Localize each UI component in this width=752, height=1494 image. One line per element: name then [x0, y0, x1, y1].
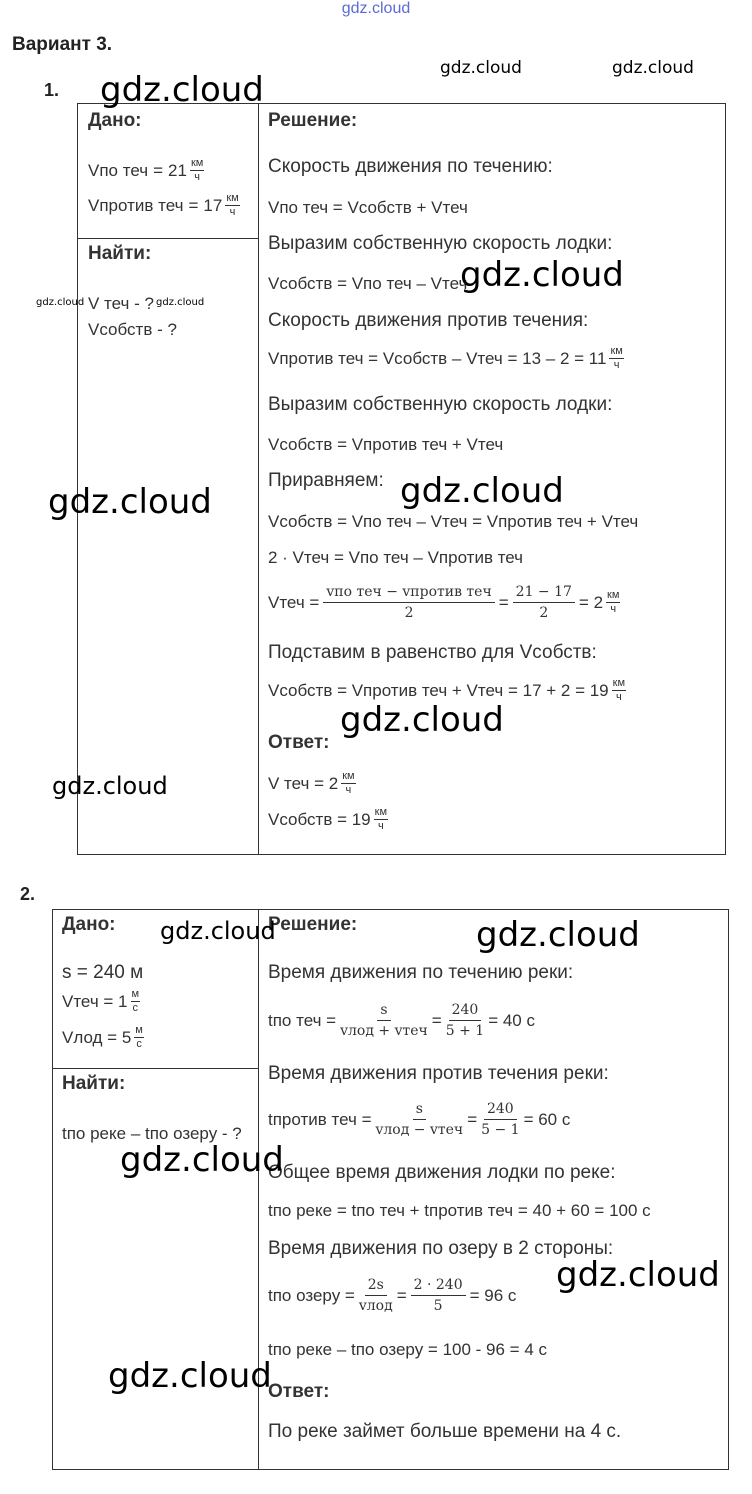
problem-1-answer-heading: Ответ:	[268, 732, 330, 753]
given-label: Vпротив теч	[88, 195, 184, 215]
p1-sol-line-1: Скорость движения по течению:	[268, 156, 553, 177]
watermark: gdz.cloud	[120, 1140, 284, 1180]
problem-1-number: 1.	[44, 80, 60, 100]
p2-sol-line-2: tпо теч = $\frac{s}{\text{vлод + vтеч}}$ = $\frac{240}{5 + 1}$ = 40 с	[268, 1002, 535, 1039]
problem-1-solution-heading: Решение:	[268, 110, 358, 131]
problem-2-given-heading: Дано:	[62, 914, 116, 935]
p2-sol-line-1: Время движения по течению реки:	[268, 962, 574, 983]
watermark: gdz.cloud	[460, 255, 624, 295]
p1-sol-line-11: 2 · Vтеч = Vпо теч – Vпротив теч	[268, 548, 524, 567]
problem-1-find-line-2: Vсобств - ?	[88, 320, 177, 339]
problem-2-solution-heading: Решение:	[268, 914, 358, 935]
problem-2-answer-heading: Ответ:	[268, 1381, 330, 1402]
watermark: gdz.cloud	[440, 58, 522, 78]
problem-1-given-divider	[77, 238, 258, 239]
fraction: $\frac{2s}{\text{vлод}}$	[358, 1277, 393, 1314]
unit-fraction: км ч	[190, 157, 204, 183]
fraction: $\frac{240}{5 + 1}$	[445, 1002, 485, 1039]
watermark: gdz.cloud	[340, 700, 504, 740]
watermark: gdz.cloud	[556, 1255, 720, 1295]
unit-fraction: км ч	[342, 770, 355, 796]
p1-sol-line-4: Vсобств = Vпо теч – Vтеч	[268, 274, 468, 293]
unit-fraction: км ч	[374, 806, 388, 832]
watermark: gdz.cloud	[108, 1356, 272, 1396]
p1-sol-line-5: Скорость движения против течения:	[268, 310, 589, 331]
problem-1-given-heading: Дано:	[88, 110, 142, 131]
problem-2-given-s: s = 240 м	[62, 962, 144, 983]
given-value: 17	[203, 195, 223, 215]
given-value: 21	[168, 160, 187, 180]
watermark: gdz.cloud	[156, 297, 205, 308]
watermark: gdz.cloud	[100, 70, 264, 110]
problem-2-find-line-1: tпо реке – tпо озеру - ?	[62, 1124, 242, 1143]
problem-1-find-heading: Найти:	[88, 243, 152, 264]
p1-sol-line-6: Vпротив теч = Vсобств – Vтеч = 13 – 2 = 11 км ч	[268, 345, 623, 371]
unit-fraction: м с	[135, 1024, 143, 1050]
p1-sol-line-12: Vтеч = $\frac{\text{vпо теч − vпротив теч}}{2}$ = $\frac{21 - 17}{2}$ = 2 км ч	[268, 584, 620, 621]
fraction: $\frac{s}{\text{vлод − vтеч}}$	[375, 1101, 464, 1138]
top-watermark: gdz.cloud	[341, 0, 411, 17]
problem-2-find-heading: Найти:	[62, 1073, 126, 1094]
p1-answer-line-1: V теч = 2 км ч	[268, 770, 355, 796]
p2-sol-line-5: Общее время движения лодки по реке:	[268, 1162, 616, 1183]
fraction: $\frac{240}{5 - 1}$	[481, 1101, 520, 1138]
fraction: $\frac{2 \cdot 240}{5}$	[411, 1275, 466, 1316]
p1-sol-line-13: Подставим в равенство для Vсобств:	[268, 642, 597, 663]
p1-sol-line-7: Выразим собственную скорость лодки:	[268, 394, 613, 415]
unit-fraction: м с	[131, 988, 140, 1014]
fraction: $\frac{\text{vпо теч − vпротив теч}}{2}$	[323, 582, 494, 623]
fraction: $\frac{s}{\text{vлод + vтеч}}$	[340, 1002, 428, 1039]
problem-1-given-v-down: Vпо теч = 21 км ч	[88, 157, 204, 183]
p1-sol-line-3: Выразим собственную скорость лодки:	[268, 233, 613, 254]
fraction: $\frac{21 - 17}{2}$	[513, 582, 575, 623]
unit-fraction: км ч	[610, 345, 623, 371]
watermark: gdz.cloud	[612, 58, 694, 78]
problem-1-given-v-up: Vпротив теч = 17 км ч	[88, 192, 239, 218]
p2-sol-line-7: Время движения по озеру в 2 стороны:	[268, 1238, 614, 1259]
p1-sol-line-10: Vсобств = Vпо теч – Vтеч = Vпротив теч + Vтеч	[268, 512, 639, 531]
watermark: gdz.cloud	[52, 772, 168, 800]
p2-sol-line-9: tпо реке – tпо озеру = 100 - 96 = 4 с	[268, 1340, 547, 1359]
unit-fraction: км ч	[612, 677, 626, 703]
p1-sol-line-8: Vсобств = Vпротив теч + Vтеч	[268, 435, 504, 454]
given-label: Vпо теч	[88, 160, 149, 180]
p1-sol-line-14: Vсобств = Vпротив теч + Vтеч = 17 + 2 = 19 км ч	[268, 677, 626, 703]
watermark: gdz.cloud	[48, 482, 212, 522]
problem-2-given-divider	[52, 1068, 258, 1069]
p1-answer-line-2: Vсобств = 19 км ч	[268, 806, 388, 832]
p2-answer-line-1: По реке займет больше времени на 4 с.	[268, 1421, 622, 1442]
p1-sol-line-2: Vпо теч = Vсобств + Vтеч	[268, 198, 468, 217]
problem-2-number: 2.	[20, 884, 36, 904]
watermark: gdz.cloud	[36, 297, 85, 308]
problem-1-find-line-1: V теч - ?	[88, 294, 154, 313]
p2-sol-line-4: tпротив теч = $\frac{s}{\text{vлод − vтеч}}$ = $\frac{240}{5 - 1}$ = 60 с	[268, 1101, 571, 1138]
unit-fraction: км ч	[607, 589, 620, 615]
watermark: gdz.cloud	[400, 471, 564, 511]
unit-fraction: км ч	[226, 192, 239, 218]
problem-2-given-v-river: Vтеч = 1 м с	[62, 988, 140, 1014]
p1-sol-line-9: Приравняем:	[268, 470, 384, 491]
p2-sol-line-3: Время движения против течения реки:	[268, 1063, 609, 1084]
p2-sol-line-6: tпо реке = tпо теч + tпротив теч = 40 + 60 = 100 с	[268, 1201, 651, 1220]
watermark: gdz.cloud	[160, 917, 276, 945]
problem-2-given-v-boat: Vлод = 5 м с	[62, 1024, 143, 1050]
watermark: gdz.cloud	[476, 915, 640, 955]
variant-title: Вариант 3.	[12, 34, 113, 55]
problem-1-divider	[258, 103, 259, 854]
p2-sol-line-8: tпо озеру = $\frac{2s}{\text{vлод}}$ = $\frac{2 \cdot 240}{5}$ = 96 с	[268, 1277, 517, 1314]
